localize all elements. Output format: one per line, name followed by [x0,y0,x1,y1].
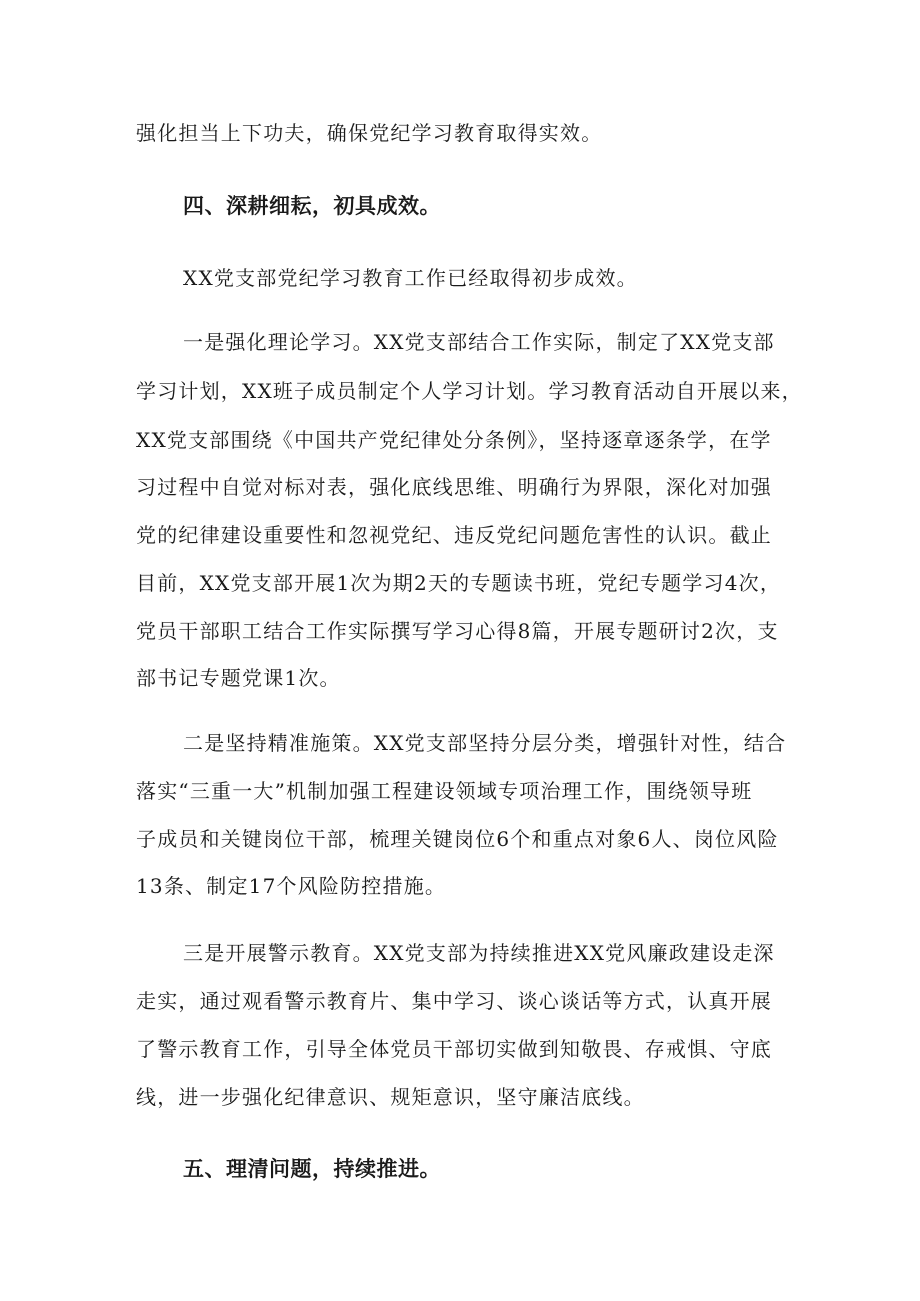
paragraph-line: 落实“三重一大”机制加强工程建设领域专项治理工作，围绕领导班 [136,779,753,803]
paragraph-line: 走实，通过观看警示教育片、集中学习、谈心谈话等方式，认真开展 [136,989,772,1013]
paragraph-line: 党员干部职工结合工作实际撰写学习心得8篇，开展专题研讨2次，支 [136,619,779,643]
paragraph-line: 一是强化理论学习。XX党支部结合工作实际，制定了XX党支部 [183,330,775,354]
paragraph-line: 目前，XX党支部开展1次为期2天的专题读书班，党纪专题学习4次， [136,571,782,595]
paragraph-line: 二是坚持精准施策。XX党支部坚持分层分类，增强针对性，结合 [183,731,787,755]
section-heading-5: 五、理清问题，持续推进。 [183,1157,441,1181]
paragraph-line: 强化担当上下功夫，确保党纪学习教育取得实效。 [136,121,603,145]
intro-line: XX党支部党纪学习教育工作已经取得初步成效。 [183,266,638,290]
paragraph-line: XX党支部围绕《中国共产党纪律处分条例》，坚持逐章逐条学，在学 [136,428,772,452]
paragraph-line: 习过程中自觉对标对表，强化底线思维、明确行为界限，深化对加强 [136,475,772,499]
paragraph-line: 子成员和关键岗位干部，梳理关键岗位6个和重点对象6人、岗位风险 [136,827,779,851]
paragraph-line: 13条、制定17个风险防控措施。 [136,874,447,898]
paragraph-line: 部书记专题党课1次。 [136,666,341,690]
paragraph-line: 三是开展警示教育。XX党支部为持续推进XX党风廉政建设走深 [183,941,775,965]
paragraph-line: 了警示教育工作，引导全体党员干部切实做到知敬畏、存戒惧、守底 [136,1037,772,1061]
paragraph-line: 线，进一步强化纪律意识、规矩意识，坚守廉洁底线。 [136,1085,645,1109]
paragraph-line: 学习计划，XX班子成员制定个人学习计划。学习教育活动自开展以来， [136,379,803,403]
section-heading-4: 四、深耕细耘，初具成效。 [183,194,441,218]
paragraph-line: 党的纪律建设重要性和忽视党纪、违反党纪问题危害性的认识。截止 [136,523,772,547]
